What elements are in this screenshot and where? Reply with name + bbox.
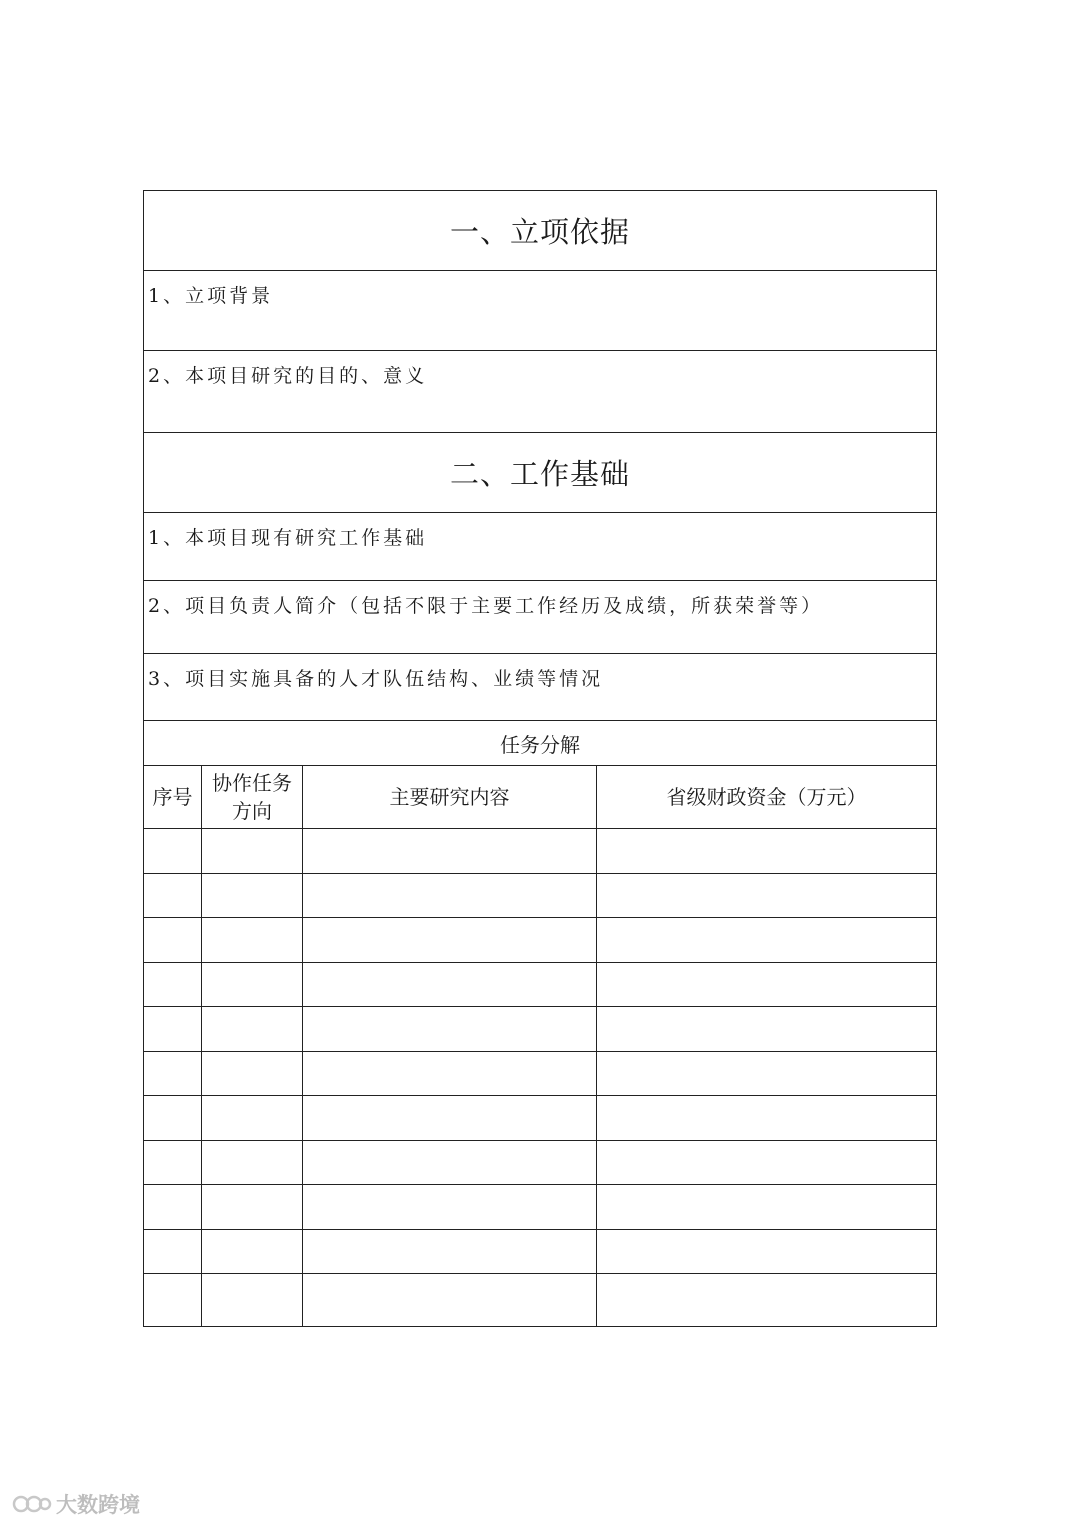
table-cell bbox=[144, 829, 202, 874]
table-cell bbox=[144, 1007, 202, 1052]
application-form-table bbox=[143, 190, 937, 1327]
table-cell bbox=[202, 1007, 303, 1052]
table-cell bbox=[597, 1052, 936, 1097]
table-cell bbox=[303, 1052, 597, 1097]
table-cell bbox=[597, 874, 936, 919]
watermark bbox=[12, 1489, 140, 1519]
table-cell bbox=[144, 963, 202, 1008]
table-cell bbox=[202, 1052, 303, 1097]
table-cell bbox=[597, 1141, 936, 1186]
header-task-direction: 协作任务 方向 bbox=[202, 766, 303, 829]
table-cell bbox=[144, 1141, 202, 1186]
table-cell bbox=[144, 1185, 202, 1230]
item-leader-profile: 2、项目负责人简介（包括不限于主要工作经历及成绩，所获荣誉等） bbox=[144, 581, 936, 654]
table-cell bbox=[144, 1230, 202, 1275]
header-serial-number: 序号 bbox=[144, 766, 202, 829]
table-cell bbox=[144, 874, 202, 919]
table-cell bbox=[597, 1274, 936, 1326]
table-cell bbox=[202, 963, 303, 1008]
table-cell bbox=[202, 1274, 303, 1326]
section-title-basis: 一、立项依据 bbox=[144, 191, 936, 271]
table-cell bbox=[202, 829, 303, 874]
table-cell bbox=[303, 1007, 597, 1052]
item-team-structure: 3、项目实施具备的人才队伍结构、业绩等情况 bbox=[144, 654, 936, 721]
table-cell bbox=[202, 1185, 303, 1230]
table-cell bbox=[303, 963, 597, 1008]
table-cell bbox=[202, 1141, 303, 1186]
table-cell bbox=[303, 829, 597, 874]
table-cell bbox=[597, 1007, 936, 1052]
table-cell bbox=[597, 1185, 936, 1230]
table-cell bbox=[303, 1096, 597, 1141]
table-cell bbox=[303, 918, 597, 963]
table-cell bbox=[303, 1230, 597, 1275]
table-cell bbox=[202, 1096, 303, 1141]
table-cell bbox=[597, 918, 936, 963]
table-cell bbox=[202, 874, 303, 919]
task-breakdown-title: 任务分解 bbox=[144, 721, 936, 766]
table-cell bbox=[597, 829, 936, 874]
table-cell bbox=[144, 1096, 202, 1141]
task-breakdown-grid bbox=[144, 766, 936, 1326]
table-cell bbox=[303, 1185, 597, 1230]
item-existing-work: 1、本项目现有研究工作基础 bbox=[144, 513, 936, 581]
table-cell bbox=[202, 918, 303, 963]
section-title-foundation: 二、工作基础 bbox=[144, 433, 936, 513]
table-cell bbox=[144, 1052, 202, 1097]
table-cell bbox=[303, 1274, 597, 1326]
header-research-content: 主要研究内容 bbox=[303, 766, 597, 829]
table-cell bbox=[144, 1274, 202, 1326]
brand-logo-icon bbox=[12, 1493, 52, 1515]
table-cell bbox=[597, 1230, 936, 1275]
watermark-text: 大数跨境 bbox=[56, 1493, 140, 1517]
table-cell bbox=[303, 1141, 597, 1186]
table-cell bbox=[303, 874, 597, 919]
item-background: 1、立项背景 bbox=[144, 271, 936, 351]
table-cell bbox=[597, 1096, 936, 1141]
table-cell bbox=[597, 963, 936, 1008]
table-cell bbox=[144, 918, 202, 963]
header-provincial-funds: 省级财政资金（万元） bbox=[597, 766, 936, 829]
table-cell bbox=[202, 1230, 303, 1275]
item-purpose-significance: 2、本项目研究的目的、意义 bbox=[144, 351, 936, 433]
